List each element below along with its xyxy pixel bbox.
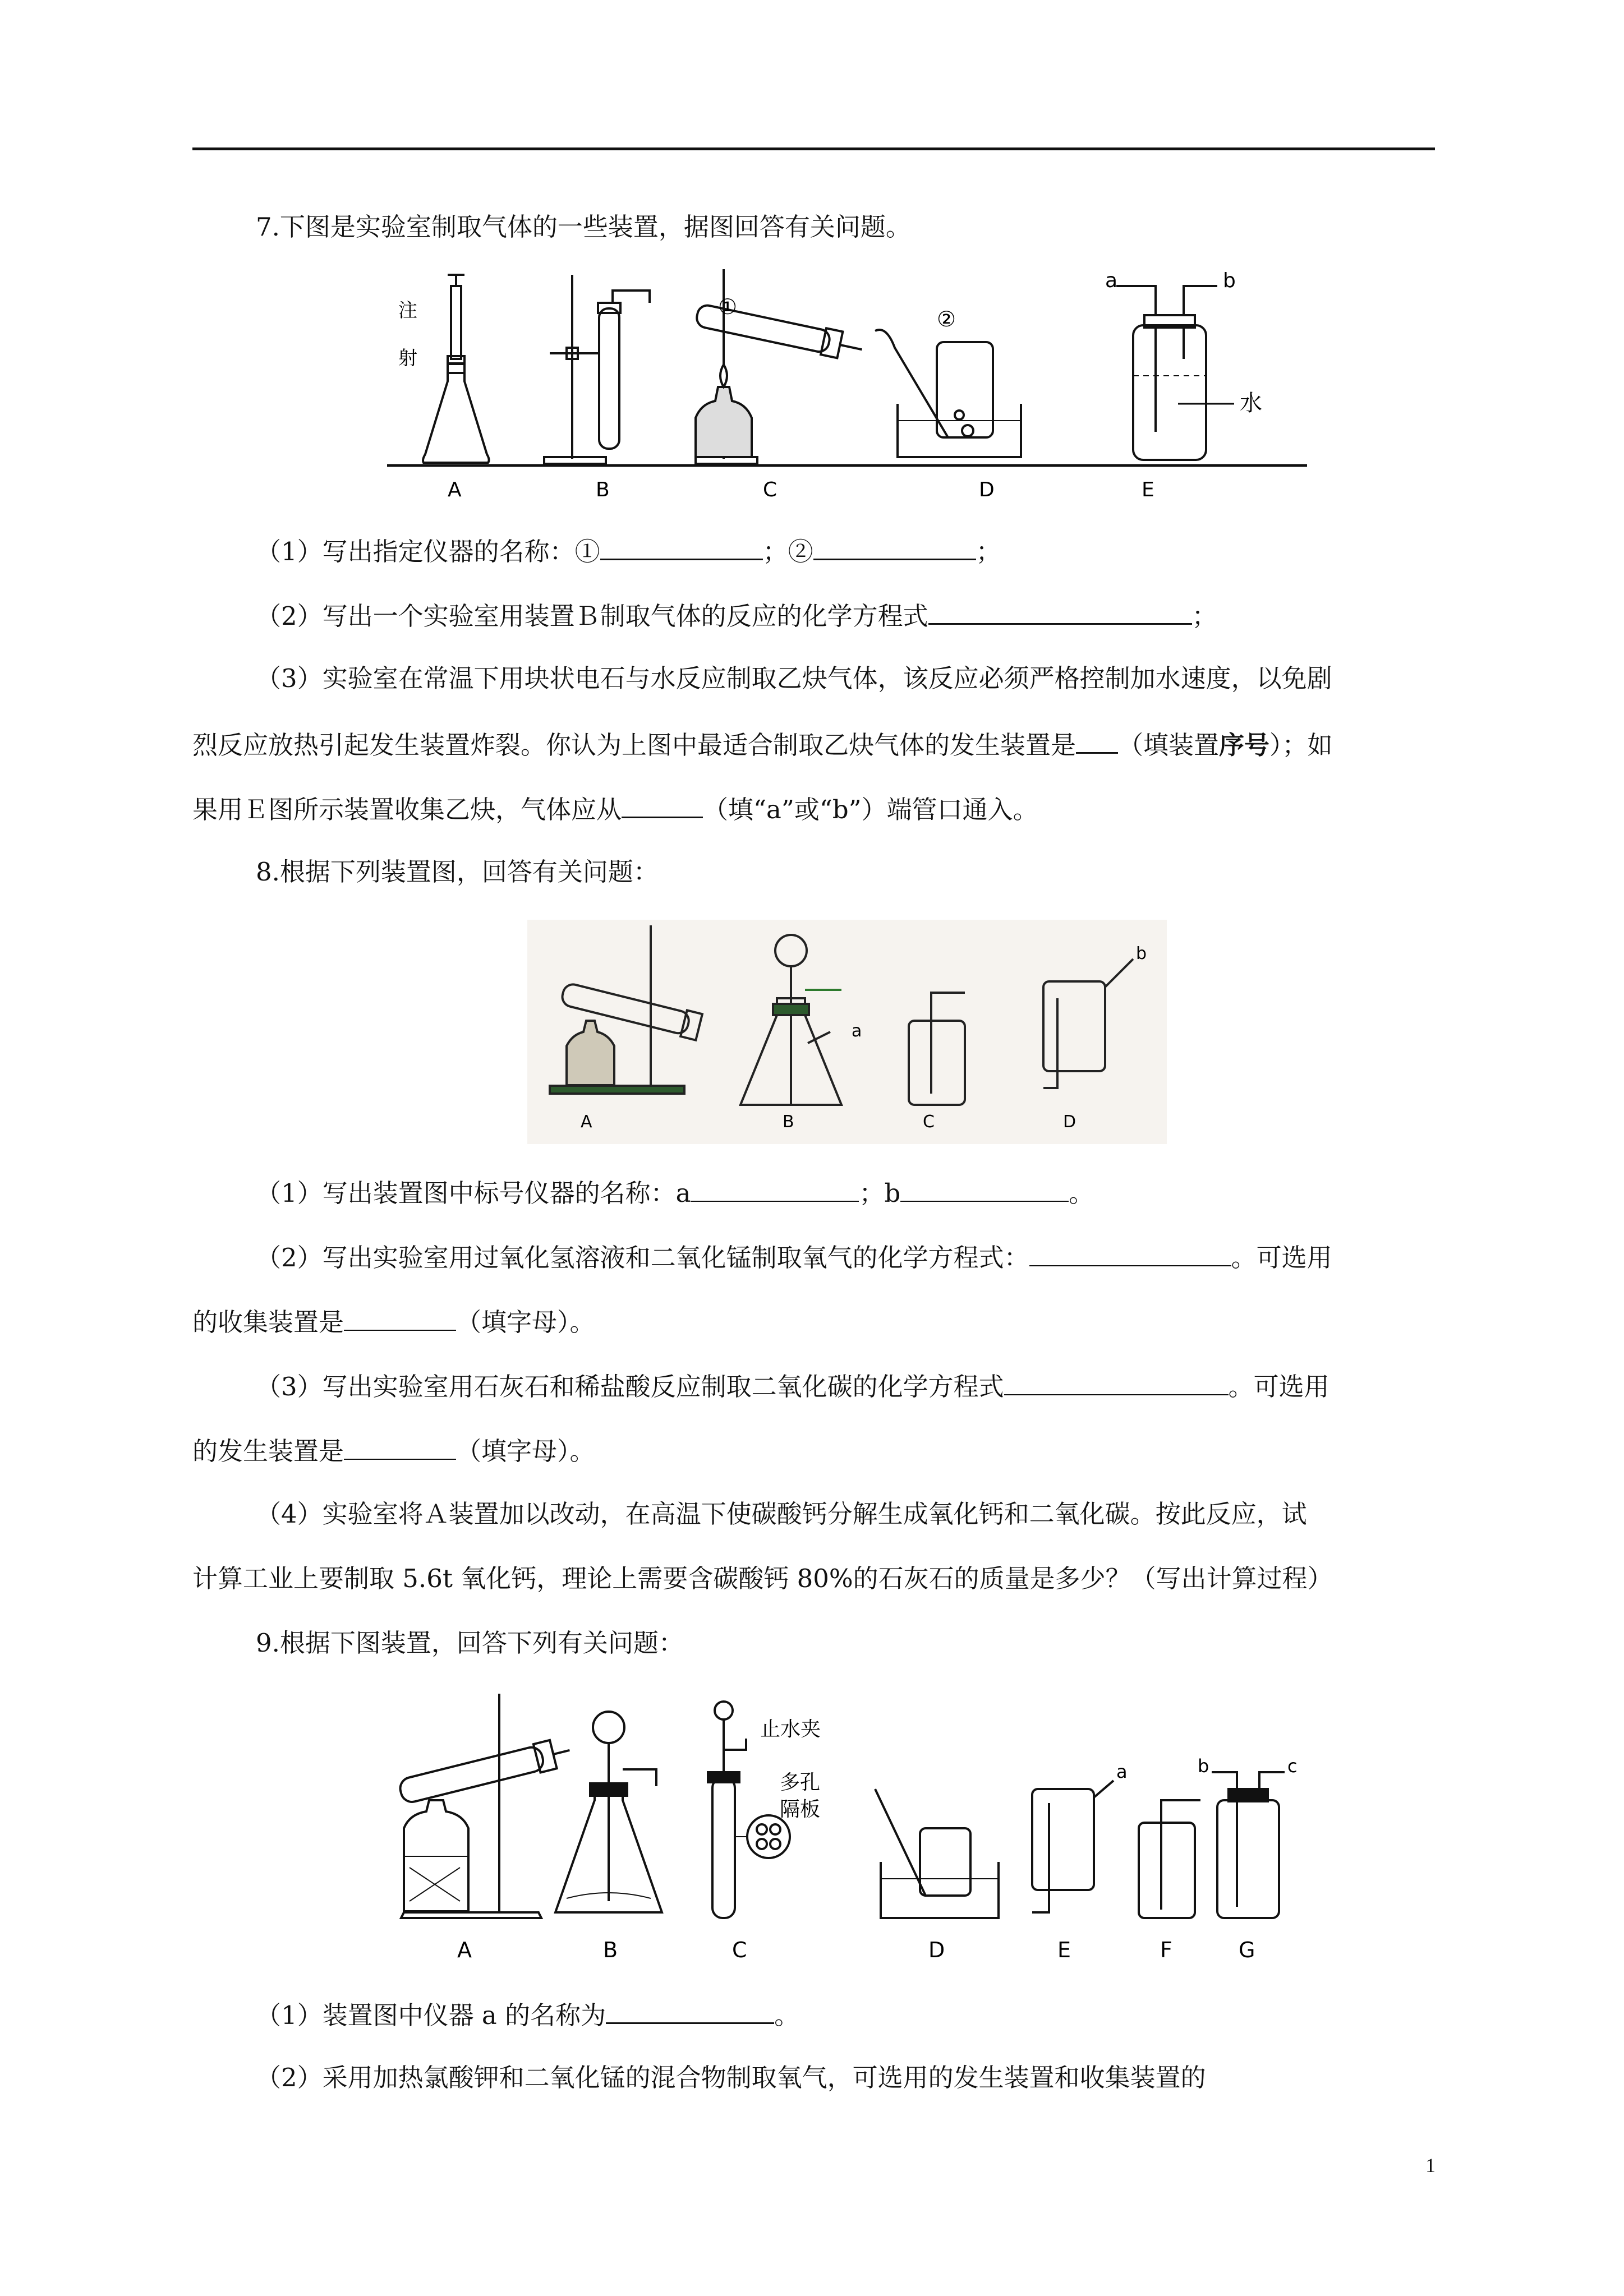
q9-label-e: E — [1057, 1938, 1071, 1962]
q8-part4-line2: 计算工业上要制取 5.6t 氧化钙，理论上需要含碳酸钙 80%的石灰石的质量是多少？（写出计算过程） — [192, 1564, 1333, 1593]
q7-part3-line2 — [192, 726, 1333, 762]
q7-part3-line1: （3）实验室在常温下用块状电石与水反应制取乙炔气体，该反应必须严格控制加水速度，以免剧 — [256, 663, 1332, 693]
q8-part3-line2-end: （填字母）。 — [456, 1436, 595, 1466]
q7-part1 — [256, 533, 1001, 569]
q7-part2-end: ； — [1191, 601, 1217, 631]
q8-part2-line2-end: （填字母）。 — [456, 1307, 595, 1337]
q8-part1-sep: ；b — [859, 1178, 901, 1208]
q8-part3-line2-text: 的发生装置是 — [192, 1436, 344, 1466]
q7-blank-4[interactable] — [1076, 726, 1118, 754]
q7-part3-line3-end: （填“a”或“b”）端管口通入。 — [703, 795, 1038, 824]
q7-part3-fill: （填装置 — [1118, 730, 1220, 760]
q8-part2-line2-text: 的收集装置是 — [192, 1307, 344, 1337]
q9-mark-c: c — [1287, 1755, 1298, 1777]
q9-blank-1[interactable] — [606, 1997, 774, 2024]
q7-blank-2[interactable] — [813, 533, 976, 560]
q7-marker-1: ① — [718, 294, 738, 319]
q8-part1 — [256, 1175, 1094, 1210]
q7-part3-line3-text: 果用Ｅ图所示装置收集乙炔，气体应从 — [192, 795, 622, 824]
q8-blank-1[interactable] — [691, 1175, 859, 1202]
q8-blank-5[interactable] — [1004, 1368, 1229, 1395]
q7-part3-line3 — [192, 791, 1038, 827]
q9-label-f: F — [1160, 1938, 1172, 1962]
q7-label-d: D — [979, 478, 995, 501]
q7-port-a: a — [1105, 269, 1118, 292]
q8-part4-line1: （4）实验室将Ａ装置加以改动，在高温下使碳酸钙分解生成氧化钙和二氧化碳。按此反应，试 — [256, 1499, 1307, 1529]
q7-syringe-label-1: 注 — [398, 299, 417, 322]
q8-part3-line2 — [192, 1433, 595, 1468]
q9-title: 9.根据下图装置，回答下列有关问题： — [256, 1628, 684, 1658]
q9-label-b: B — [603, 1938, 618, 1962]
q7-title: 7.下图是实验室制取气体的一些装置，据图回答有关问题。 — [256, 212, 911, 242]
q7-blank-3[interactable] — [928, 597, 1192, 625]
q7-label-e: E — [1142, 478, 1154, 501]
q7-blank-5[interactable] — [622, 791, 703, 818]
q8-part1-text: （1）写出装置图中标号仪器的名称：a — [256, 1178, 691, 1208]
q8-part2-line2 — [192, 1304, 595, 1339]
q8-title: 8.根据下列装置图，回答有关问题： — [256, 857, 659, 887]
q8-part3-end: 。可选用 — [1228, 1372, 1329, 1401]
q8-label-a: A — [581, 1112, 592, 1132]
q7-label-c: C — [763, 478, 778, 501]
q7-part1-text: （1）写出指定仪器的名称：① — [256, 537, 600, 566]
q9-part1 — [256, 1997, 799, 2032]
q8-blank-6[interactable] — [344, 1433, 456, 1460]
q7-figure — [381, 264, 1324, 510]
q8-part1-end: 。 — [1069, 1178, 1094, 1208]
q7-part3-bold: 序号 — [1219, 730, 1270, 760]
q8-mark-a: a — [852, 1021, 862, 1041]
header-rule — [192, 147, 1435, 150]
q8-blank-2[interactable] — [900, 1175, 1069, 1202]
q9-part2-line1: （2）采用加热氯酸钾和二氧化锰的混合物制取氧气，可选用的发生装置和收集装置的 — [256, 2063, 1206, 2092]
q8-blank-3[interactable] — [1029, 1239, 1231, 1266]
q9-part1-text: （1）装置图中仪器 a 的名称为 — [256, 2000, 606, 2030]
q9-mark-b: b — [1198, 1755, 1209, 1777]
q8-part3-line1 — [256, 1368, 1329, 1404]
q9-part1-end: 。 — [774, 2000, 800, 2030]
q9-label-c: C — [732, 1938, 747, 1962]
q8-label-c: C — [923, 1112, 935, 1132]
q7-port-b: b — [1223, 269, 1236, 292]
q7-blank-1[interactable] — [600, 533, 763, 560]
q8-part2-end: 。可选用 — [1231, 1243, 1332, 1273]
q7-syringe-label-2: 射 — [398, 347, 417, 370]
q8-figure — [527, 920, 1167, 1144]
q8-blank-4[interactable] — [344, 1304, 456, 1331]
q9-figure — [387, 1688, 1307, 1980]
q8-part3-text: （3）写出实验室用石灰石和稀盐酸反应制取二氧化碳的化学方程式 — [256, 1372, 1004, 1401]
q9-plate-label-2: 隔板 — [780, 1798, 821, 1821]
q9-clamp-label: 止水夹 — [760, 1718, 821, 1741]
q8-part2-line1 — [256, 1239, 1332, 1275]
q8-part2-text: （2）写出实验室用过氧化氢溶液和二氧化锰制取氧气的化学方程式： — [256, 1243, 1029, 1273]
q7-label-b: B — [596, 478, 610, 501]
q8-label-b: B — [783, 1112, 794, 1132]
q7-label-a: A — [448, 478, 462, 501]
q7-water-label: 水 — [1240, 390, 1262, 416]
q9-label-g: G — [1239, 1938, 1255, 1962]
q8-label-d: D — [1063, 1112, 1076, 1132]
q7-part3-end: ）；如 — [1269, 730, 1333, 760]
q9-label-d: D — [928, 1938, 945, 1962]
q7-marker-2: ② — [937, 307, 956, 331]
q7-part2-text: （2）写出一个实验室用装置Ｂ制取气体的反应的化学方程式 — [256, 601, 928, 631]
q9-mark-a: a — [1116, 1761, 1128, 1782]
q9-label-a: A — [457, 1938, 472, 1962]
q7-part3-text: 烈反应放热引起发生装置炸裂。你认为上图中最适合制取乙炔气体的发生装置是 — [192, 730, 1076, 760]
page-number: 1 — [1425, 2154, 1436, 2177]
q8-mark-b: b — [1136, 944, 1147, 963]
q7-part1-sep: ；② — [762, 537, 813, 566]
q7-part2 — [256, 597, 1217, 633]
q9-plate-label-1: 多孔 — [780, 1771, 821, 1794]
q7-part1-end: ； — [976, 537, 1001, 566]
